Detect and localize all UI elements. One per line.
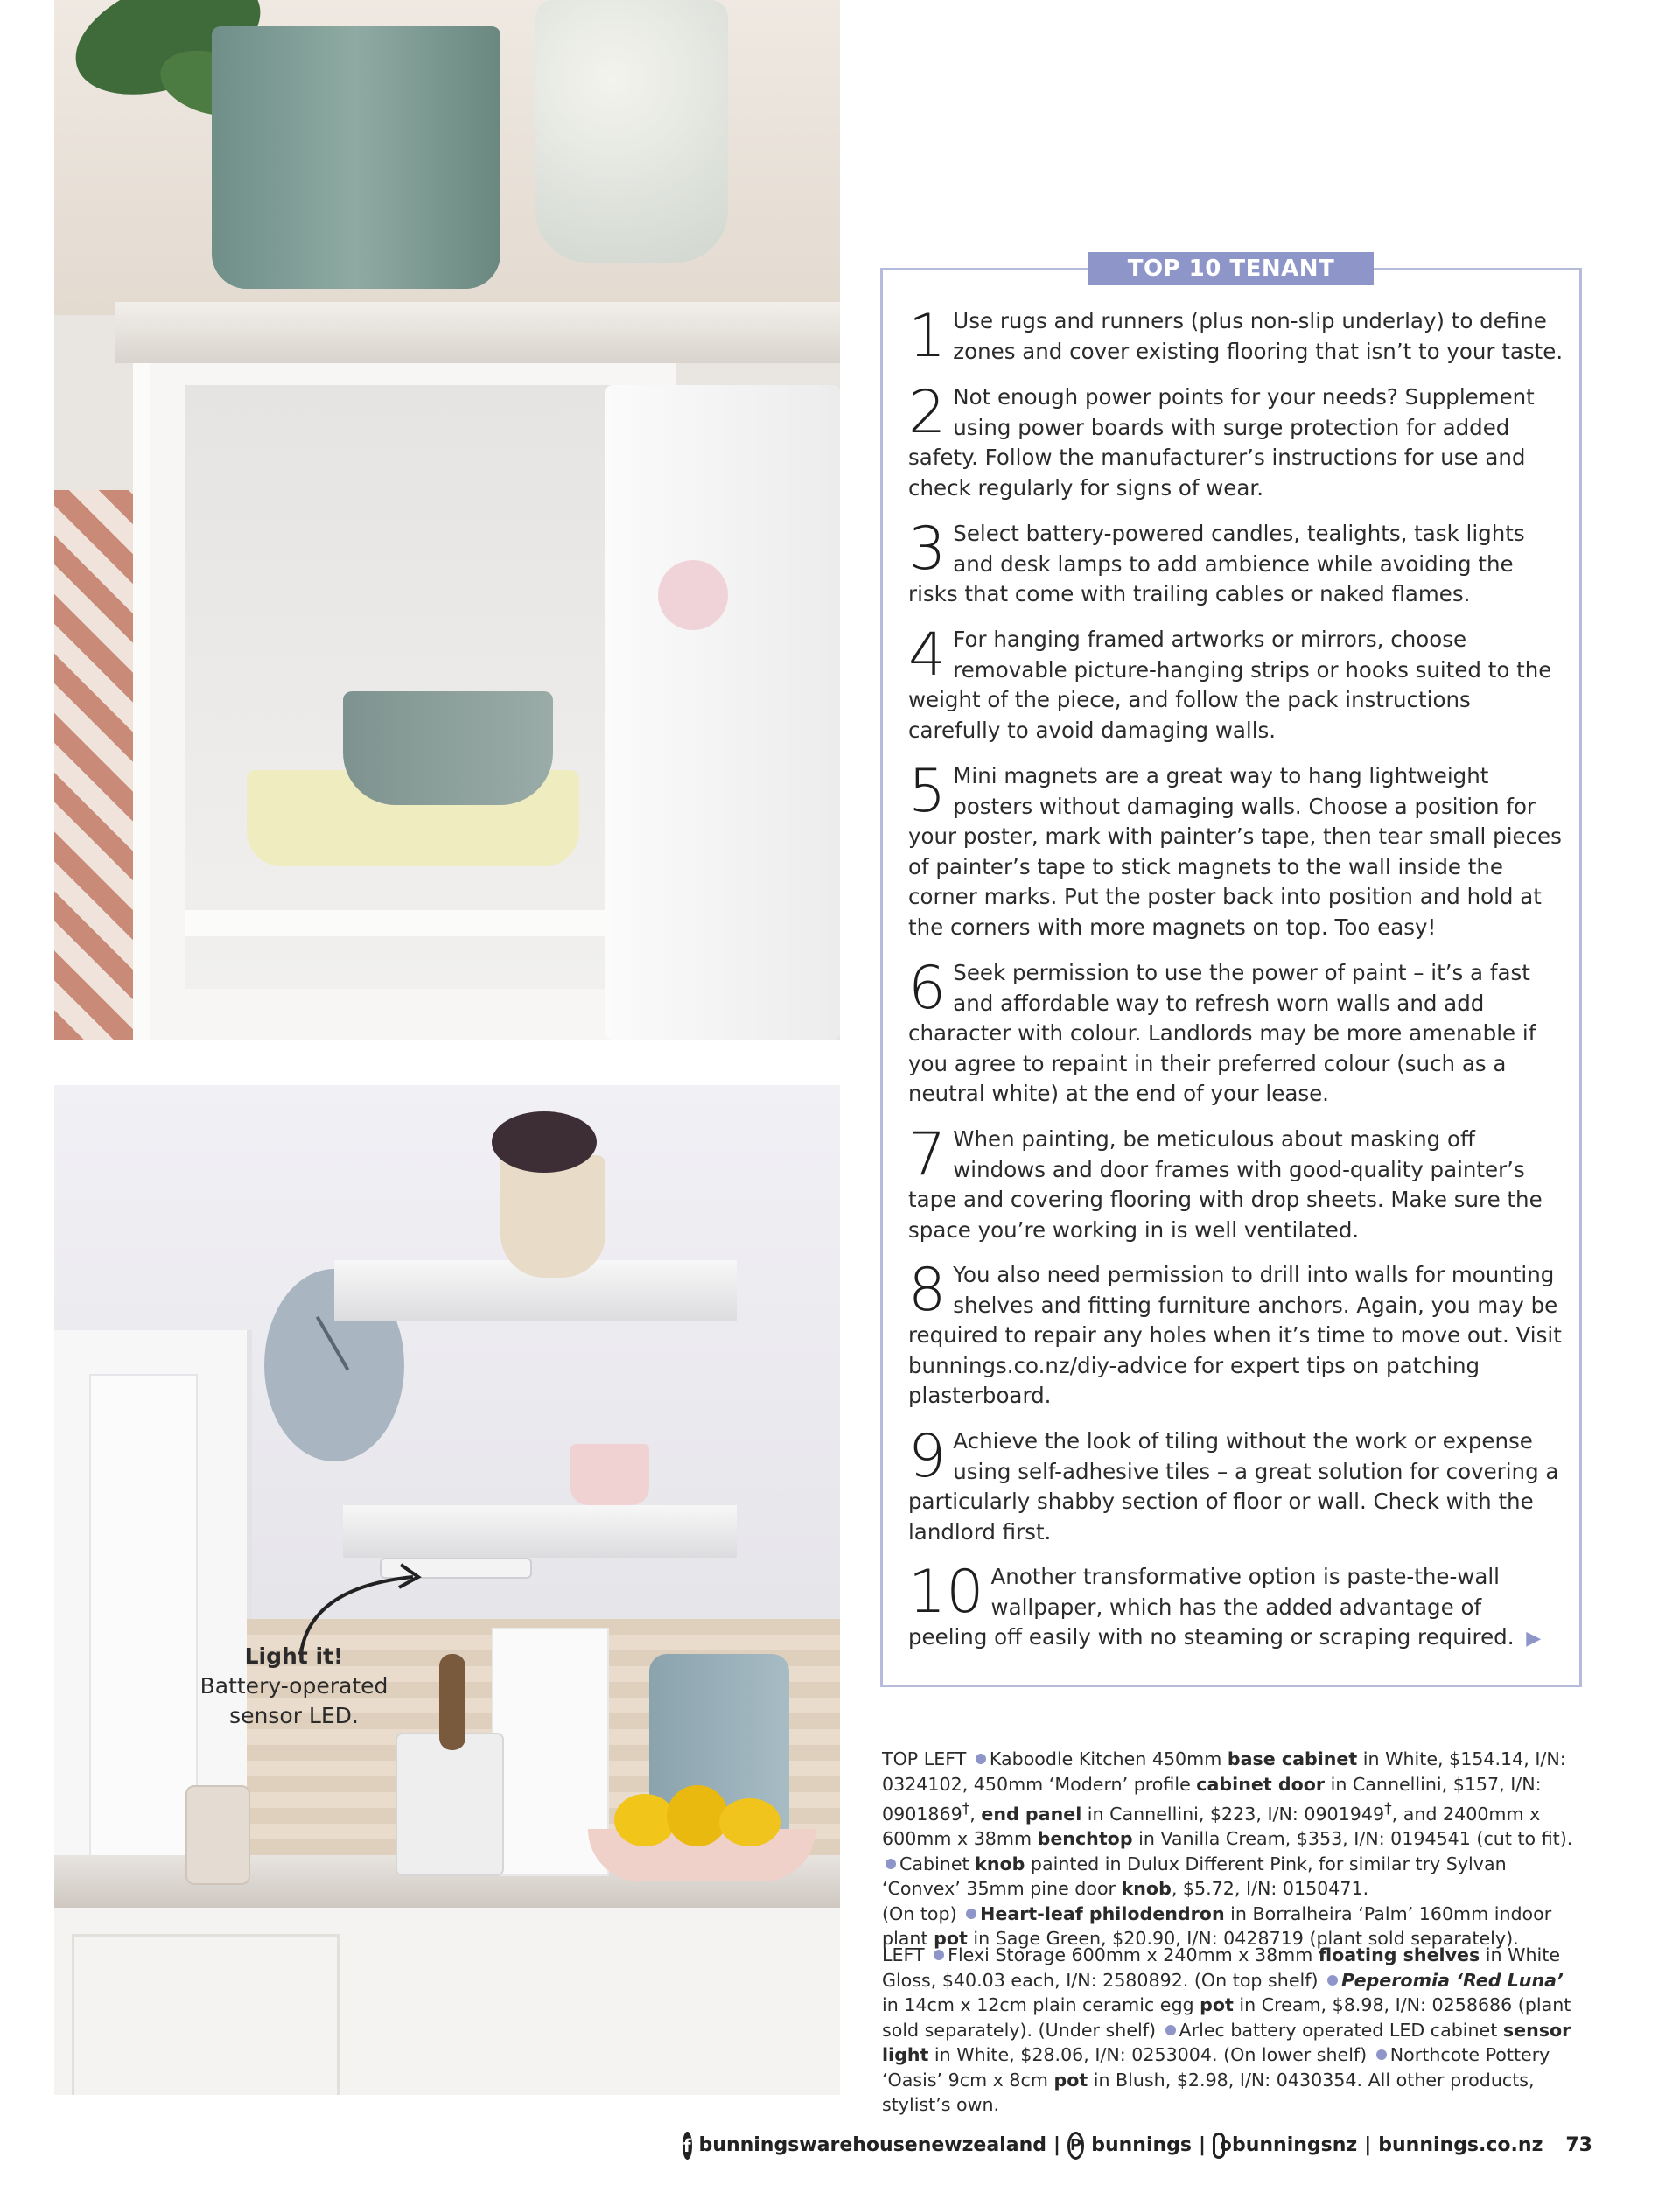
pinterest-icon[interactable]: P xyxy=(1068,2132,1084,2160)
bullet-dot-icon xyxy=(976,1754,986,1764)
trick-item-10 xyxy=(908,1558,1566,1655)
page-number: 73 xyxy=(1565,2134,1592,2156)
trick-text: Mini magnets are a great way to hang lightweight posters without damaging walls. Choose a position for your poster, mark with painter’s tape, then tear small pieces of painter’s tape to stick magnets to the wall inside the corner marks. Put the poster back into position and hold at the corners with more magnets on top. Too easy! xyxy=(908,763,1562,940)
caption-product: cabinet door xyxy=(1196,1773,1326,1795)
caption-left xyxy=(882,1943,1582,2118)
trick-text: Not enough power points for your needs? Supplement using power boards with surge protection for added safety. Follow the manufacturer’s instructions for use and check regularly for signs of wear. xyxy=(908,384,1535,501)
caption-product: pot xyxy=(1200,1994,1234,2015)
trick-text: Use rugs and runners (plus non-slip underlay) to define zones and cover existing flooring that isn’t to your taste. xyxy=(953,308,1564,364)
caption-text: (On top) xyxy=(882,1902,963,1924)
caption-text: in Cannellini, $157, I/N: 0901869 xyxy=(882,1773,1542,1825)
bullet-dot-icon xyxy=(886,1859,896,1869)
trick-item-5 xyxy=(908,757,1566,942)
caption-text: Northcote Pottery ‘Oasis’ 9cm x 8cm xyxy=(882,2044,1550,2091)
trick-number: 1 xyxy=(908,302,947,371)
facebook-handle[interactable]: bunningswarehousenewzealand xyxy=(698,2134,1046,2156)
caption-text: Flexi Storage 600mm x 240mm x 38mm xyxy=(948,1944,1319,1965)
trick-number: 7 xyxy=(908,1120,947,1189)
caption-text: , $5.72, I/N: 0150471. xyxy=(1171,1878,1369,1900)
trick-item-4 xyxy=(908,620,1566,746)
trick-item-9 xyxy=(908,1422,1566,1547)
caption-top-left xyxy=(882,1747,1582,1951)
footer-separator: | xyxy=(1364,2134,1372,2156)
shelves-photo xyxy=(54,1085,840,2095)
caption-dagger: † xyxy=(1384,1800,1392,1818)
trick-number: 5 xyxy=(908,757,947,826)
caption-text: Arlec battery operated LED cabinet xyxy=(1179,2019,1503,2041)
caption-text: in Cream, $8.98, I/N: 0258686 (plant sold separately). (Under shelf) xyxy=(882,1994,1572,2041)
caption-product: pot xyxy=(934,1928,968,1950)
trick-text: You also need permission to drill into walls for mounting shelves and fitting furniture anchors. Again, you may be required to repair any holes when it’s time to move out. Visit bunnings.co.nz/diy-advice for expert tips on patching plasterboard. xyxy=(908,1262,1562,1408)
trick-number: 2 xyxy=(908,378,947,447)
caption-lead: LEFT xyxy=(882,1944,925,1965)
footer xyxy=(682,2128,1592,2163)
bullet-dot-icon xyxy=(966,1909,976,1919)
tricks-heading: TOP 10 TENANT TRICKS xyxy=(1088,252,1374,285)
caption-product: floating shelves xyxy=(1318,1944,1480,1965)
instagram-handle[interactable]: bunningsnz xyxy=(1231,2134,1358,2156)
caption-text: in 14cm x 12cm plain ceramic egg xyxy=(882,1994,1200,2015)
footer-separator: | xyxy=(1053,2134,1061,2156)
caption-product: benchtop xyxy=(1037,1828,1133,1850)
caption-text: in Borralheira ‘Palm’ 160mm indoor plant xyxy=(882,1902,1552,1950)
trick-item-8 xyxy=(908,1256,1566,1412)
trick-text: Seek permission to use the power of paint – it’s a fast and affordable way to refresh worn walls and add character with colour. Landlords may be more amenable if you agree to repaint in their preferred colour (such as a neutral white) at the end of your lease. xyxy=(908,960,1536,1106)
caption-product: end panel xyxy=(981,1803,1082,1825)
caption-text: in White, $154.14, I/N: 0324102, 450mm ‘Modern’ profile xyxy=(882,1748,1566,1795)
light-it-label xyxy=(172,1642,416,1731)
trick-text: Achieve the look of tiling without the work or expense using self-adhesive tiles – a great solution for covering a particularly shabby section of floor or wall. Check with the landlord first. xyxy=(908,1428,1559,1545)
caption-product: Peperomia ‘Red Luna’ xyxy=(1341,1969,1564,1991)
caption-product: sensor light xyxy=(882,2019,1572,2065)
trick-number: 10 xyxy=(908,1558,984,1627)
website-link[interactable]: bunnings.co.nz xyxy=(1378,2134,1544,2156)
facebook-icon[interactable]: f xyxy=(682,2132,692,2160)
trick-number: 8 xyxy=(908,1256,947,1325)
cabinet-photo xyxy=(54,0,840,1040)
caption-dagger: † xyxy=(962,1800,970,1818)
trick-item-2 xyxy=(908,378,1566,503)
caption-text: in White, $28.06, I/N: 0253004. (On lower shelf) xyxy=(928,2044,1373,2065)
caption-text: , xyxy=(970,1803,982,1825)
caption-text: Kaboodle Kitchen 450mm xyxy=(989,1748,1228,1769)
caption-text: in Sage Green, $20.90, I/N: 0428719 (plant sold separately). xyxy=(967,1928,1519,1950)
trick-item-7 xyxy=(908,1120,1566,1245)
bullet-dot-icon xyxy=(1166,2025,1176,2035)
caption-text: in Blush, $2.98, I/N: 0430354. All other products, stylist’s own. xyxy=(882,2069,1535,2115)
footer-separator: | xyxy=(1199,2134,1207,2156)
bullet-dot-icon xyxy=(1327,1975,1338,1986)
trick-text: When painting, be meticulous about masking off windows and door frames with good-quality painter’s tape and covering flooring with drop sheets. Make sure the space you’re working in is well ventilated. xyxy=(908,1126,1543,1243)
instagram-icon[interactable] xyxy=(1213,2133,1225,2159)
caption-product: pot xyxy=(1054,2069,1088,2091)
trick-item-1 xyxy=(908,302,1566,371)
trick-number: 4 xyxy=(908,620,947,690)
caption-product: Heart-leaf philodendron xyxy=(980,1902,1225,1924)
trick-number: 3 xyxy=(908,515,947,584)
bullet-dot-icon xyxy=(1376,2049,1387,2060)
caption-product: knob xyxy=(1121,1878,1172,1900)
light-it-line1: Battery-operated xyxy=(200,1673,388,1699)
trick-item-6 xyxy=(908,954,1566,1110)
continue-arrow-icon: ▶ xyxy=(1526,1628,1542,1650)
caption-text: Cabinet xyxy=(900,1853,976,1874)
caption-lead: TOP LEFT xyxy=(882,1748,967,1769)
caption-product: knob xyxy=(975,1853,1026,1874)
trick-text: Select battery-powered candles, tealights, task lights and desk lamps to add ambience while avoiding the risks that come with trailing cables or naked flames. xyxy=(908,521,1525,606)
caption-text: in Vanilla Cream, $353, I/N: 0194541 (cut to fit). xyxy=(1132,1828,1573,1850)
pinterest-handle[interactable]: bunnings xyxy=(1091,2134,1193,2156)
trick-item-3 xyxy=(908,515,1566,610)
caption-text: painted in Dulux Different Pink, for similar try Sylvan ‘Convex’ 35mm pine door xyxy=(882,1853,1507,1900)
trick-number: 9 xyxy=(908,1422,947,1491)
caption-product: base cabinet xyxy=(1227,1748,1358,1769)
caption-text: , and 2400mm x 600mm x 38mm xyxy=(882,1803,1541,1850)
light-it-line2: sensor LED. xyxy=(229,1703,359,1728)
light-it-title: Light it! xyxy=(244,1643,344,1669)
caption-text: in Cannellini, $223, I/N: 0901949 xyxy=(1082,1803,1385,1825)
trick-number: 6 xyxy=(908,954,947,1023)
trick-text: Another transformative option is paste-the-wall wallpaper, which has the added advantage of peeling off easily with no steaming or scraping required. xyxy=(908,1564,1515,1650)
trick-text: For hanging framed artworks or mirrors, choose removable picture-hanging strips or hooks suited to the weight of the piece, and follow the pack instructions carefully to avoid damaging walls. xyxy=(908,627,1552,743)
bullet-dot-icon xyxy=(934,1950,944,1960)
caption-text: in White Gloss, $40.03 each, I/N: 2580892. (On top shelf) xyxy=(882,1944,1560,1991)
